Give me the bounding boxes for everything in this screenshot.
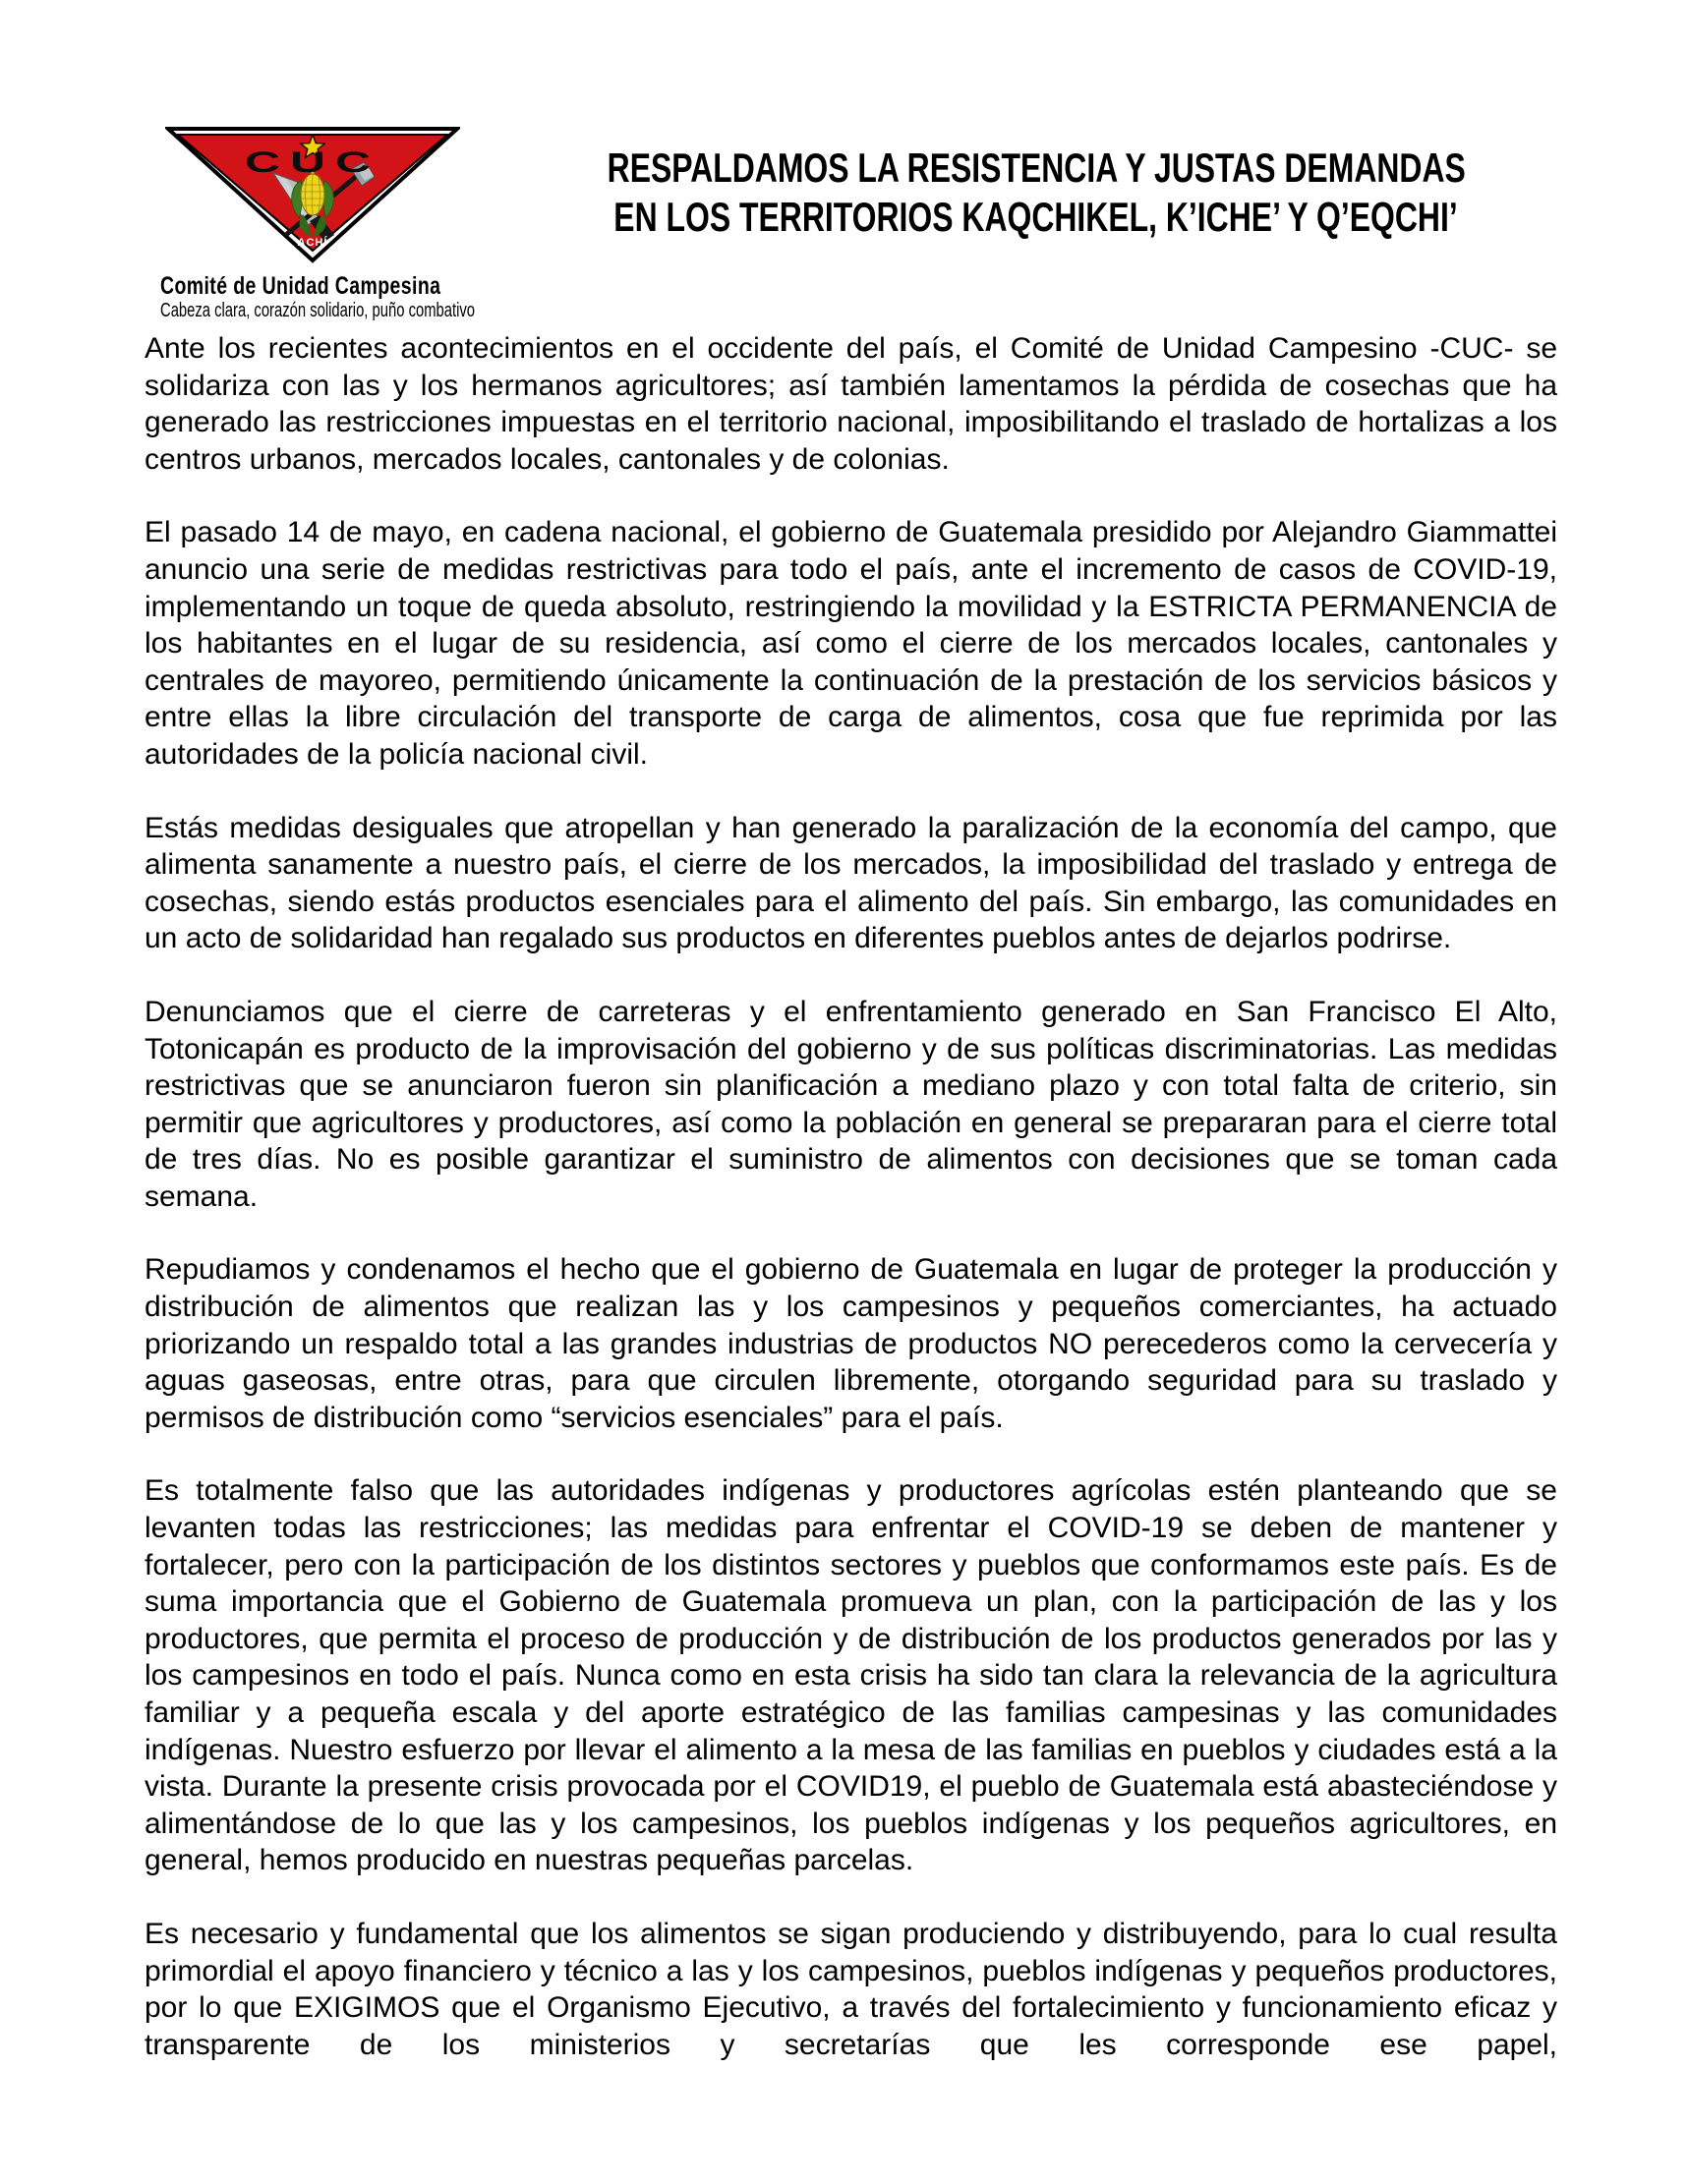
paragraph-6: Es totalmente falso que las autoridades indígenas y productores agrícolas estén planteando que se levanten todas las restricciones; las medidas para enfrentar el COVID-19 se deben de mantener y fortalecer, pero con la participación de los distintos sectores y pueblos que conformamos este país. Es de suma importancia que el Gobierno de Guatemala promueva un plan, con la participación de las y los productores, que permita el proceso de producción y de distribución de los productos generados por las y los campesinos en todo el país. Nunca como en esta crisis ha sido tan clara la relevancia de la agricultura familiar y a pequeña escala y del aporte estratégico de las familias campesinas y las comunidades indígenas. Nuestro esfuerzo por llevar el alimento a la mesa de las familias en pueblos y ciudades está a la vista. Durante la presente crisis provocada por el COVID19, el pueblo de Guatemala está abasteciéndose y alimentándose de lo que las y los campesinos, los pueblos indígenas y los pequeños agricultores, en general, hemos producido en nuestras pequeñas parcelas. — [145, 1474, 1557, 1877]
org-tagline: Cabeza clara, corazón solidario, puño combativo — [160, 300, 476, 321]
paragraph-2: El pasado 14 de mayo, en cadena nacional, el gobierno de Guatemala presidido por Alejandro Giammattei anuncio una serie de medidas restrictivas para todo el país, ante el incremento de casos de COVID-19, implementando un toque de queda absoluto, restringiendo la movilidad y la ESTRICTA PERMANENCIA de los habitantes en el lugar de su residencia, así como el cierre de los mercados locales, cantonales y centrales de mayoreo, permitiendo únicamente la continuación de la prestación de los servicios básicos y entre ellas la libre circulación del transporte de carga de alimentos, cosa que fue reprimida por las autoridades de la policía nacional civil. — [145, 516, 1557, 771]
cuc-emblem-icon — [165, 126, 460, 263]
paragraph-1: Ante los recientes acontecimientos en el occidente del país, el Comité de Unidad Campesino -CUC- se solidariza con las y los hermanos agricultores; así también lamentamos la pérdida de cosechas que ha generado las restricciones impuestas en el territorio nacional, imposibilitando el traslado de hortalizas a los centros urbanos, mercados locales, cantonales y de colonias. — [145, 332, 1557, 476]
document-title — [472, 144, 1600, 242]
region-label: ACHÍ — [297, 237, 328, 249]
paragraph-7: Es necesario y fundamental que los alimentos se sigan produciendo y distribuyendo, para lo cual resulta primordial el apoyo financiero y técnico a las y los campesinos, pueblos indígenas y pequeños productores, por lo que EXIGIMOS que el Organismo Ejecutivo, a través del fortalecimiento y funcionamiento eficaz y transparente de los ministerios y secretarías que les corresponde ese papel, — [145, 1917, 1557, 2061]
paragraph-4: Denunciamos que el cierre de carreteras y el enfrentamiento generado en San Francisco El Alto, Totonicapán es producto de la improvisación del gobierno y de sus políticas discriminatorias. Las medidas restrictivas que se anunciaron fueron sin planificación a mediano plazo y con total falta de criterio, sin permitir que agricultores y productores, así como la población en general se prepararan para el cierre total de tres días. No es posible garantizar el suministro de alimentos con decisiones que se toman cada semana. — [145, 995, 1557, 1213]
paragraph-3: Estás medidas desiguales que atropellan y han generado la paralización de la economía del campo, que alimenta sanamente a nuestro país, el cierre de los mercados, la imposibilidad del traslado y entrega de cosechas, siendo estás productos esenciales para el alimento del país. Sin embargo, las comunidades en un acto de solidaridad han regalado sus productos en diferentes pueblos antes de dejarlos podrirse. — [145, 811, 1557, 955]
title-line-2: EN LOS TERRITORIOS KAQCHIKEL, K’ICHE’ Y Q’EQCHI’ — [613, 194, 1458, 240]
document-body — [145, 330, 1557, 2099]
title-line-1: RESPALDAMOS LA RESISTENCIA Y JUSTAS DEMANDAS — [607, 144, 1466, 191]
paragraph-5: Repudiamos y condenamos el hecho que el gobierno de Guatemala en lugar de proteger la producción y distribución de alimentos que realizan las y los campesinos y pequeños comerciantes, ha actuado priorizando un respaldo total a las grandes industrias de productos NO perecederos como la cervecería y aguas gaseosas, entre otras, para que circulen libremente, otorgando seguridad para su traslado y permisos de distribución como “servicios esenciales” para el país. — [145, 1253, 1557, 1434]
org-name: Comité de Unidad Campesina — [160, 272, 441, 300]
cuc-acronym: CUC — [245, 146, 380, 179]
